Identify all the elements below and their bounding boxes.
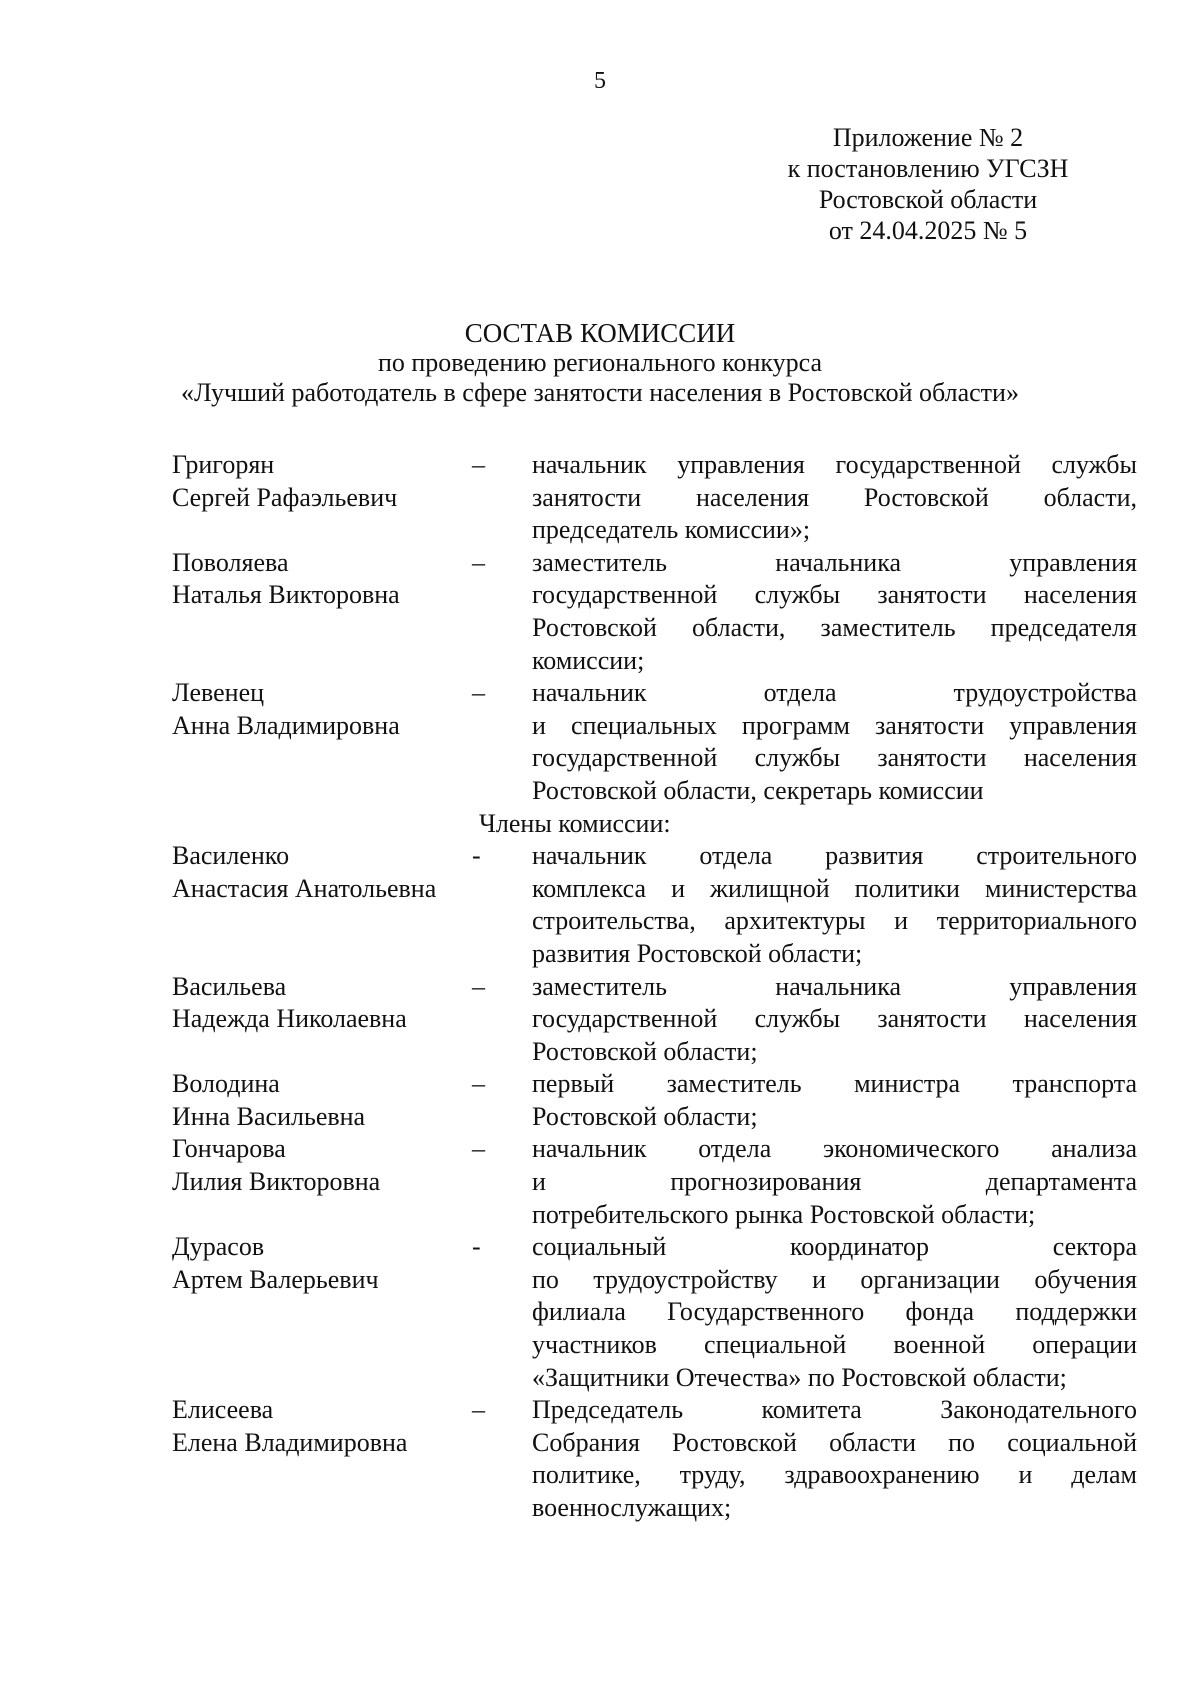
position-line: Ростовской области, заместитель председателя xyxy=(532,612,1137,642)
member-position xyxy=(532,449,1137,547)
member-name xyxy=(172,677,472,807)
commission-member xyxy=(172,840,1138,970)
appendix-line: от 24.04.2025 № 5 xyxy=(828,216,1028,245)
commission-member xyxy=(172,1231,1138,1394)
member-given-names: Анна Владимировна xyxy=(172,710,400,740)
position-line: потребительского рынка Ростовской области; xyxy=(532,1199,1036,1229)
position-line: по трудоустройству и организации обучения xyxy=(532,1264,1137,1294)
position-line: начальник отдела экономического анализа xyxy=(532,1134,1137,1164)
member-surname: Дурасов xyxy=(172,1232,265,1262)
dash-separator: – xyxy=(472,678,485,708)
commission-member xyxy=(172,1394,1138,1524)
position-line: председатель комиссии»; xyxy=(532,515,811,545)
member-given-names: Анастасия Анатольевна xyxy=(172,873,437,903)
member-given-names: Инна Васильевна xyxy=(172,1101,366,1131)
position-line: участников специальной военной операции xyxy=(532,1330,1137,1360)
position-line: комплекса и жилищной политики министерства xyxy=(532,873,1137,903)
dash-separator: – xyxy=(472,1069,485,1099)
position-line: государственной службы занятости населения xyxy=(532,580,1137,610)
position-line: начальник отдела трудоустройства xyxy=(532,678,1137,708)
dash-separator: - xyxy=(472,1232,481,1262)
commission-member xyxy=(172,971,1138,1069)
position-line: Ростовской области; xyxy=(532,1101,758,1131)
commission-member xyxy=(172,1133,1138,1231)
position-line: комиссии; xyxy=(532,645,645,675)
member-position xyxy=(532,1133,1137,1231)
position-line: развития Ростовской области; xyxy=(532,938,863,968)
member-position xyxy=(532,677,1137,807)
member-surname: Володина xyxy=(172,1069,280,1099)
position-line: заместитель начальника управления xyxy=(532,971,1137,1001)
position-line: социальный координатор сектора xyxy=(532,1232,1137,1262)
member-position xyxy=(532,1068,1137,1133)
member-name xyxy=(172,840,472,970)
commission-member xyxy=(172,449,1138,547)
member-name xyxy=(172,1231,472,1394)
position-line: военнослужащих; xyxy=(532,1493,732,1522)
position-line: Ростовской области, секретарь комиссии xyxy=(532,775,984,805)
position-line: государственной службы занятости населения xyxy=(532,743,1137,773)
dash-separator: – xyxy=(472,1395,485,1425)
document-title xyxy=(0,318,1200,408)
member-surname: Григорян xyxy=(172,450,275,479)
position-line: занятости населения Ростовской области, xyxy=(532,482,1137,512)
member-position xyxy=(532,1231,1137,1394)
member-surname: Василенко xyxy=(172,841,290,871)
member-position xyxy=(532,971,1137,1069)
position-line: филиала Государственного фонда поддержки xyxy=(532,1297,1137,1327)
appendix-line: Ростовской области xyxy=(818,185,1038,214)
commission-member xyxy=(172,547,1138,677)
member-position xyxy=(532,547,1137,677)
member-name xyxy=(172,971,472,1069)
position-line: и прогнозирования департамента xyxy=(532,1167,1137,1197)
title-line: по проведению регионального конкурса xyxy=(377,348,823,377)
position-line: Ростовской области; xyxy=(532,1036,758,1066)
member-surname: Елисеева xyxy=(172,1395,274,1425)
member-position xyxy=(532,840,1137,970)
appendix-block xyxy=(778,122,1078,246)
position-line: первый заместитель министра транспорта xyxy=(532,1069,1137,1099)
member-name xyxy=(172,1068,472,1133)
member-surname: Васильева xyxy=(172,971,287,1001)
appendix-line: Приложение № 2 xyxy=(832,123,1024,152)
member-surname: Левенец xyxy=(172,678,265,708)
member-surname: Гончарова xyxy=(172,1134,286,1164)
member-given-names: Надежда Николаевна xyxy=(172,1004,407,1034)
commission-list xyxy=(172,449,1138,1525)
position-line: государственной службы занятости населения xyxy=(532,1004,1137,1034)
member-given-names: Елена Владимировна xyxy=(172,1427,408,1457)
dash-separator: – xyxy=(472,450,485,479)
position-line: строительства, архитектуры и территориального xyxy=(532,906,1137,936)
dash-separator: – xyxy=(472,971,485,1001)
position-line: политике, труду, здравоохранению и делам xyxy=(532,1460,1137,1490)
member-surname: Поволяева xyxy=(172,547,289,577)
title-line: СОСТАВ КОМИССИИ xyxy=(464,318,736,348)
member-given-names: Сергей Рафаэльевич xyxy=(172,482,398,512)
position-line: начальник отдела развития строительного xyxy=(532,841,1137,871)
member-name xyxy=(172,1133,472,1231)
position-line: заместитель начальника управления xyxy=(532,547,1137,577)
page-number: 5 xyxy=(594,68,606,94)
position-line: и специальных программ занятости управления xyxy=(532,710,1137,740)
position-line: Председатель комитета Законодательного xyxy=(532,1395,1137,1425)
member-name xyxy=(172,547,472,677)
member-position xyxy=(532,1394,1137,1524)
members-heading: Члены комиссии: xyxy=(479,808,671,838)
member-name xyxy=(172,449,472,547)
position-line: начальник управления государственной службы xyxy=(532,450,1137,479)
member-given-names: Лилия Викторовна xyxy=(172,1167,381,1197)
member-name xyxy=(172,1394,472,1524)
commission-member xyxy=(172,677,1138,807)
member-given-names: Артем Валерьевич xyxy=(172,1264,379,1294)
position-line: «Защитники Отечества» по Ростовской области; xyxy=(532,1362,1067,1392)
member-given-names: Наталья Викторовна xyxy=(172,580,400,610)
appendix-line: к постановлению УГСЗН xyxy=(787,154,1069,183)
commission-member xyxy=(172,1068,1138,1133)
dash-separator: – xyxy=(472,547,485,577)
dash-separator: – xyxy=(472,1134,485,1164)
position-line: Собрания Ростовской области по социальной xyxy=(532,1427,1137,1457)
title-line: «Лучший работодатель в сфере занятости населения в Ростовской области» xyxy=(181,378,1019,407)
dash-separator: - xyxy=(472,841,481,871)
